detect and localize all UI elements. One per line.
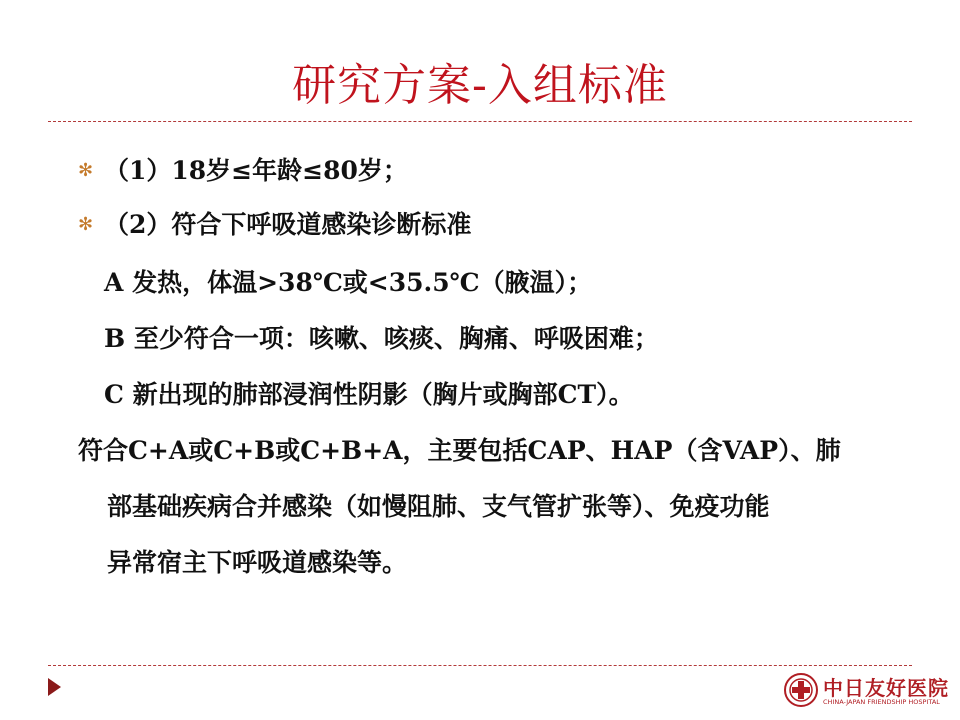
bullet-icon: ✻ [78, 160, 94, 181]
sub-criterion-b: B 至少符合一项：咳嗽、咳痰、胸痛、呼吸困难； [104, 324, 659, 353]
hospital-emblem-icon [783, 672, 819, 708]
next-slide-arrow-icon[interactable] [48, 678, 61, 696]
criterion-age: （1）18岁≤年龄≤80岁； [104, 156, 408, 185]
sub-criterion-c: C 新出现的肺部浸润性阴影（胸片或胸部CT）。 [104, 380, 634, 409]
hospital-logo [783, 670, 949, 716]
bullet-icon: ✻ [78, 214, 94, 235]
footer-divider [48, 665, 912, 666]
criterion-infection: （2）符合下呼吸道感染诊断标准 [104, 210, 472, 239]
title-divider [48, 121, 912, 122]
summary-line-1: 符合C+A或C+B或C+B+A，主要包括CAP、HAP（含VAP）、肺 [78, 436, 841, 465]
summary-line-3: 异常宿主下呼吸道感染等。 [107, 548, 408, 577]
logo-text-en: CHINA-JAPAN FRIENDSHIP HOSPITAL [823, 698, 940, 706]
slide-title: 研究方案-入组标准 [292, 60, 668, 111]
sub-criterion-a: A 发热，体温>38℃或<35.5℃（腋温）； [104, 268, 593, 297]
summary-line-2: 部基础疾病合并感染（如慢阻肺、支气管扩张等）、免疫功能 [107, 492, 770, 521]
logo-text-cn: 中日友好医院 [823, 676, 949, 700]
